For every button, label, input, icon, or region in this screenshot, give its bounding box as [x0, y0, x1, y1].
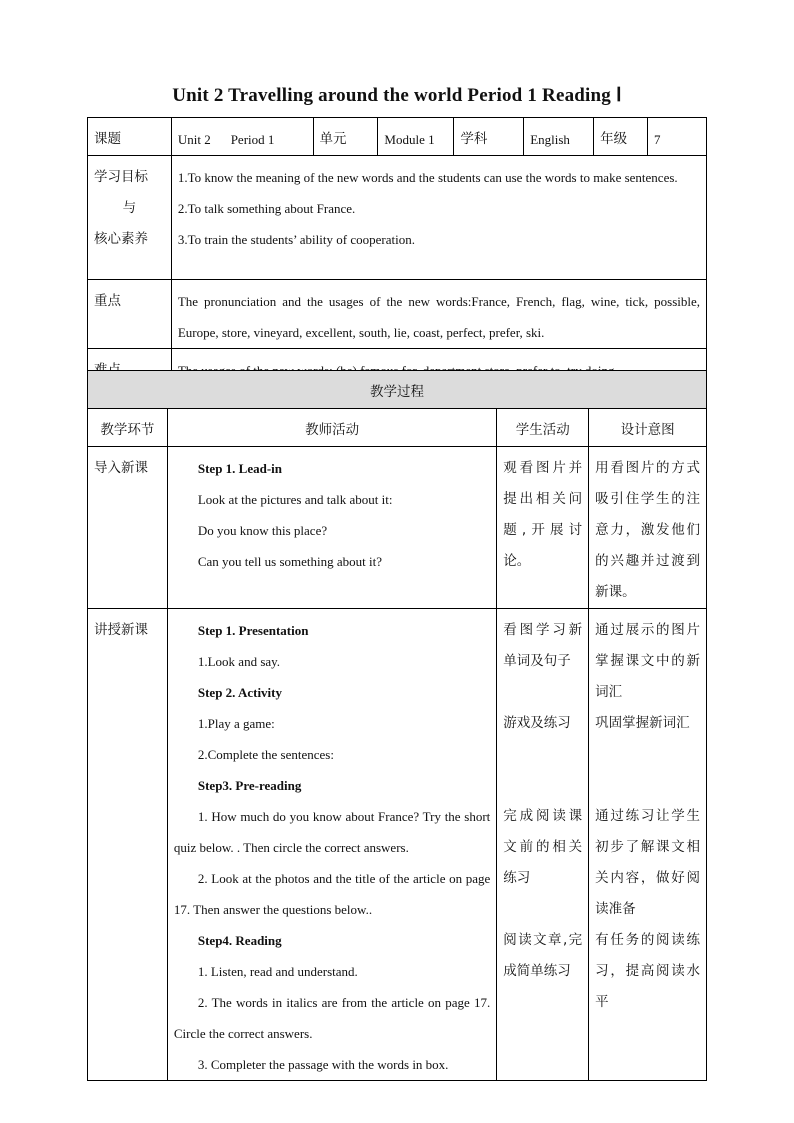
unit-value: Module 1 [378, 118, 454, 156]
table-row [88, 447, 707, 609]
activity-line: Can you tell us something about it? [197, 554, 383, 569]
label-topic: 课题 [88, 118, 172, 156]
grade-value: 7 [648, 118, 707, 156]
step-heading: Step4. Reading [197, 933, 282, 948]
activity-line: 2.Complete the sentences: [197, 747, 334, 762]
stage-cell: 讲授新课 [88, 609, 168, 1081]
label-subject: 学科 [454, 118, 524, 156]
label-grade: 年级 [594, 118, 648, 156]
cell-text: 看图学习新单词及句子 [503, 622, 583, 669]
goal-item: 2.To talk something about France. [177, 201, 356, 216]
topic-value: Unit 2 Period 1 [171, 118, 313, 156]
student-activity: 观看图片并提出相关问题,开展讨论。 [497, 447, 589, 609]
stage-cell: 导入新课 [88, 447, 168, 609]
step-heading: Step3. Pre-reading [197, 778, 302, 793]
cell-text: 游戏及练习 [503, 715, 571, 731]
activity-line: 1.Look and say. [197, 654, 281, 669]
goals-content [171, 156, 706, 280]
document-title: Unit 2 Travelling around the world Period 1 Reading Ⅰ [172, 85, 622, 106]
activity-line: 1.Play a game: [197, 716, 275, 731]
activity-line: 3. Completer the passage with the words in box. [197, 1057, 449, 1072]
key-points-text: The pronunciation and the usages of the new words:France, French, flag, wine, tick, possible, Europe, store, vineyard, excellent, south, lie, coast, perfect, prefer, ski. [171, 280, 706, 349]
teaching-process-table [87, 370, 707, 1081]
design-intent: 用看图片的方式吸引住学生的注意力，激发他们的兴趣并过渡到新课。 [589, 447, 707, 609]
label-key-points: 重点 [88, 280, 172, 349]
lesson-info-table [87, 117, 707, 387]
subject-value: English [524, 118, 594, 156]
activity-line: 2. Look at the photos and the title of the article on page 17. Then answer the questions below.. [173, 871, 491, 917]
header-stage: 教学环节 [88, 409, 168, 447]
teacher-activity [167, 447, 496, 609]
design-intent [589, 609, 707, 1081]
activity-line: 2. The words in italics are from the article on page 17. Circle the correct answers. [173, 995, 491, 1041]
header-intent: 设计意图 [589, 409, 707, 447]
cell-text: 通过练习让学生初步了解课文相关内容，做好阅读准备 [595, 808, 700, 917]
label-goals: 学习目标 与 核心素养 [88, 156, 172, 280]
header-teacher: 教师活动 [167, 409, 496, 447]
cell-text: 阅读文章,完成简单练习 [503, 932, 583, 979]
label-unit: 单元 [313, 118, 378, 156]
header-student: 学生活动 [497, 409, 589, 447]
step-heading: Step 1. Lead-in [197, 461, 283, 476]
goal-item: 3.To train the students’ ability of cooperation. [177, 232, 415, 247]
activity-line: Do you know this place? [197, 523, 328, 538]
activity-line: Look at the pictures and talk about it: [197, 492, 393, 507]
goal-item: 1.To know the meaning of the new words and the students can use the words to make sentences. [177, 170, 678, 185]
activity-line: 1. Listen, read and understand. [197, 964, 358, 979]
section-title: 教学过程 [88, 371, 707, 409]
cell-text: 通过展示的图片掌握课文中的新词汇 [595, 622, 700, 700]
step-heading: Step 2. Activity [197, 685, 282, 700]
table-row [88, 609, 707, 1081]
cell-text: 有任务的阅读练习，提高阅读水平 [595, 932, 700, 1010]
step-heading: Step 1. Presentation [197, 623, 309, 638]
student-activity [497, 609, 589, 1081]
cell-text: 巩固掌握新词汇 [595, 715, 690, 731]
activity-line: 1. How much do you know about France? Try the short quiz below. . Then circle the correct answers. [173, 809, 491, 855]
cell-text: 完成阅读课文前的相关练习 [503, 808, 583, 886]
teacher-activity [167, 609, 496, 1081]
